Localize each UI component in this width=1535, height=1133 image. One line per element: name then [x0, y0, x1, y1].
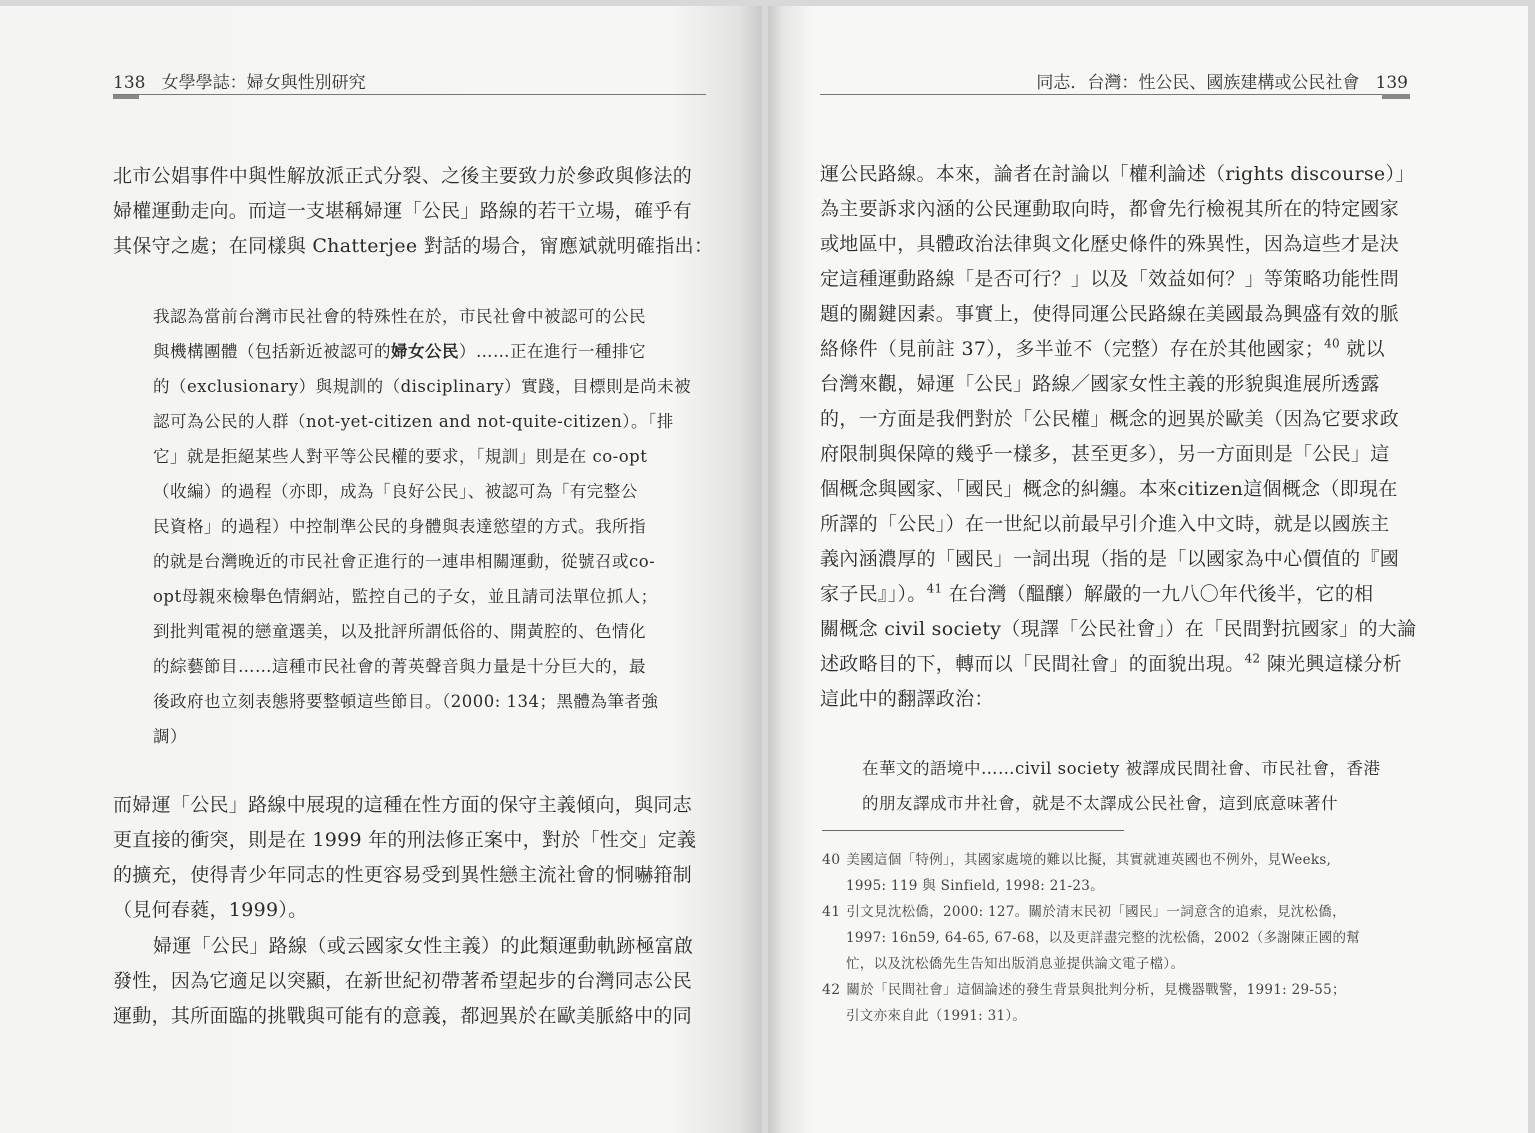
- text-line: 而婦運「公民」路線中展現的這種在性方面的保守主義傾向，與同志: [113, 794, 693, 816]
- text-line: 關概念 civil society（現譯「公民社會」）在「民間對抗國家」的大論: [820, 618, 1417, 640]
- quote-line: [153, 338, 646, 362]
- quote-line: 我認為當前台灣市民社會的特殊性在於，市民社會中被認可的公民: [153, 307, 646, 326]
- text-line: [820, 649, 1402, 676]
- text-line: [820, 579, 1373, 606]
- quote-line: 調）: [153, 727, 187, 746]
- text-line: 更直接的衝突，則是在 1999 年的刑法修正案中，對於「性交」定義: [113, 829, 697, 851]
- text-line: 所譯的「公民」）在一世紀以前最早引介進入中文時，就是以國族主: [820, 513, 1390, 535]
- text-line: 發性，因為它適足以突顯，在新世紀初帶著希望起步的台灣同志公民: [113, 970, 693, 992]
- right-header-tab: [1382, 94, 1410, 99]
- footnote-number: 42: [822, 982, 841, 998]
- quote-line: 民資格」的過程）中控制準公民的身體與表達慾望的方式。我所指: [153, 517, 646, 536]
- text-line: 其保守之處；在同樣與 Chatterjee 對話的場合，甯應斌就明確指出：: [113, 235, 714, 257]
- text-run: 述政略目的下，轉而以「民間社會」的面貌出現。: [820, 653, 1245, 675]
- right-page: [768, 6, 1528, 1133]
- quote-line: opt母親來檢舉色情網站，監控自己的子女，並且請司法單位抓人；: [153, 587, 658, 606]
- quote-line: 認可為公民的人群（not-yet-citizen and not-quite-citizen）。「排: [153, 412, 674, 431]
- footnote-41: [822, 900, 1346, 920]
- text-line: （見何春蕤，1999）。: [113, 899, 308, 921]
- text-line: 的擴充，使得青少年同志的性更容易受到異性戀主流社會的恫嚇箝制: [113, 864, 693, 886]
- quote-line: 它」就是拒絕某些人對平等公民權的要求，「規訓」則是在 co-opt: [153, 447, 648, 466]
- right-page-header: [1036, 68, 1408, 93]
- text-line: 或地區中，具體政治法律與文化歷史條件的殊異性，因為這些才是決: [820, 233, 1400, 255]
- text-line: 台灣來觀，婦運「公民」路線／國家女性主義的形貌與進展所透露: [820, 373, 1380, 395]
- footnote-number: 41: [822, 904, 841, 920]
- quote-line: （收編）的過程（亦即，成為「良好公民」、被認可為「有完整公: [153, 482, 638, 501]
- left-header-rule: [113, 94, 706, 95]
- footnote-ref-40[interactable]: 40: [1324, 336, 1340, 351]
- footnote-ref-42[interactable]: 42: [1244, 651, 1261, 666]
- text-run: 家子民』」）。: [820, 583, 927, 605]
- text-line: 運公民路線。本來，論者在討論以「權利論述（rights discourse）」: [820, 163, 1415, 185]
- text-line: 婦運「公民」路線（或云國家女性主義）的此類運動軌跡極富啟: [153, 935, 694, 957]
- right-page-number: 139: [1375, 73, 1408, 93]
- quote-line: 的綜藝節目……這種市民社會的菁英聲音與力量是十分巨大的，最: [153, 657, 646, 676]
- quote-line: 的朋友譯成市井社會，就是不太譯成公民社會，這到底意味著什: [862, 794, 1338, 813]
- text-line: 定這種運動路線「是否可行？」以及「效益如何？」等策略功能性問: [820, 268, 1400, 290]
- left-page-header: [113, 68, 366, 93]
- footnote-ref-41[interactable]: 41: [926, 581, 943, 596]
- quote-line: 到批判電視的戀童選美，以及批評所謂低俗的、開黃腔的、色情化: [153, 622, 646, 641]
- bold-emphasis: 婦女公民: [391, 342, 459, 361]
- text-run: 陳光興這樣分析: [1260, 653, 1402, 675]
- text-line: 題的關鍵因素。事實上，使得同運公民路線在美國最為興盛有效的脈: [820, 303, 1400, 325]
- footnote-line: 忙，以及沈松僑先生告知出版消息並提供論文電子檔）。: [846, 956, 1185, 972]
- left-page: [0, 6, 762, 1133]
- footnote-line: 1995: 119 與 Sinfield, 1998: 21-23。: [846, 878, 1104, 894]
- text-run: 絡條件（見前註 37），多半並不（完整）存在於其他國家；: [820, 338, 1325, 360]
- text-line: 運動，其所面臨的挑戰與可能有的意義，都迥異於在歐美脈絡中的同: [113, 1005, 693, 1027]
- left-running-head: 女學學誌：婦女與性別研究: [161, 73, 366, 93]
- right-running-head: 同志．台灣：性公民、國族建構或公民社會: [1036, 73, 1360, 93]
- quote-text: ）……正在進行一種排它: [459, 342, 646, 361]
- footnote-text: 美國這個「特例」，其國家處境的難以比擬，其實就連英國也不例外，見Weeks,: [846, 852, 1332, 868]
- text-line: 個概念與國家、「國民」概念的糾纏。本來citizen這個概念（即現在: [820, 478, 1398, 500]
- text-line: 府限制與保障的幾乎一樣多，甚至更多），另一方面則是「公民」這: [820, 443, 1390, 465]
- quote-line: 的（exclusionary）與規訓的（disciplinary）實踐，目標則是尚未被: [153, 377, 692, 396]
- text-line: 的，一方面是我們對於「公民權」概念的迥異於歐美（因為它要求政: [820, 408, 1400, 430]
- footnote-text: 關於「民間社會」這個論述的發生背景與批判分析，見機器戰警，1991: 29-55；: [846, 982, 1346, 998]
- footnote-line: 引文亦來自此（1991: 31）。: [846, 1008, 1027, 1024]
- text-run: 在台灣（醞釀）解嚴的一九八〇年代後半，它的相: [942, 583, 1374, 605]
- text-line: [820, 334, 1385, 361]
- footnote-line: 1997: 16n59, 64-65, 67-68，以及更詳盡完整的沈松僑，2002（多謝陳正國的幫: [846, 930, 1361, 946]
- text-line: 北市公娼事件中與性解放派正式分裂、之後主要致力於參政與修法的: [113, 165, 693, 187]
- footnote-40: [822, 848, 1331, 868]
- footnote-text: 引文見沈松僑，2000: 127。關於清末民初「國民」一詞意含的追索，見沈松僑，: [846, 904, 1346, 920]
- footnote-rule: [822, 830, 1124, 831]
- text-line: 義內涵濃厚的「國民」一詞出現（指的是「以國家為中心價值的『國: [820, 548, 1400, 570]
- quote-line: 後政府也立刻表態將要整頓這些節目。（2000: 134；黑體為筆者強: [153, 692, 659, 711]
- quote-line: 的就是台灣晚近的市民社會正進行的一連串相關運動，從號召或co-: [153, 552, 656, 571]
- quote-text: 與機構團體（包括新近被認可的: [153, 342, 391, 361]
- footnote-number: 40: [822, 852, 841, 868]
- text-run: 就以: [1340, 338, 1385, 360]
- quote-line: 在華文的語境中……civil society 被譯成民間社會、市民社會，香港: [862, 759, 1381, 778]
- text-line: 為主要訴求內涵的公民運動取向時，都會先行檢視其所在的特定國家: [820, 198, 1400, 220]
- footnote-42: [822, 978, 1346, 998]
- text-line: 這此中的翻譯政治：: [820, 688, 994, 710]
- text-line: 婦權運動走向。而這一支堪稱婦運「公民」路線的若干立場，確乎有: [113, 200, 693, 222]
- right-header-rule: [820, 94, 1410, 95]
- left-page-number: 138: [113, 73, 146, 93]
